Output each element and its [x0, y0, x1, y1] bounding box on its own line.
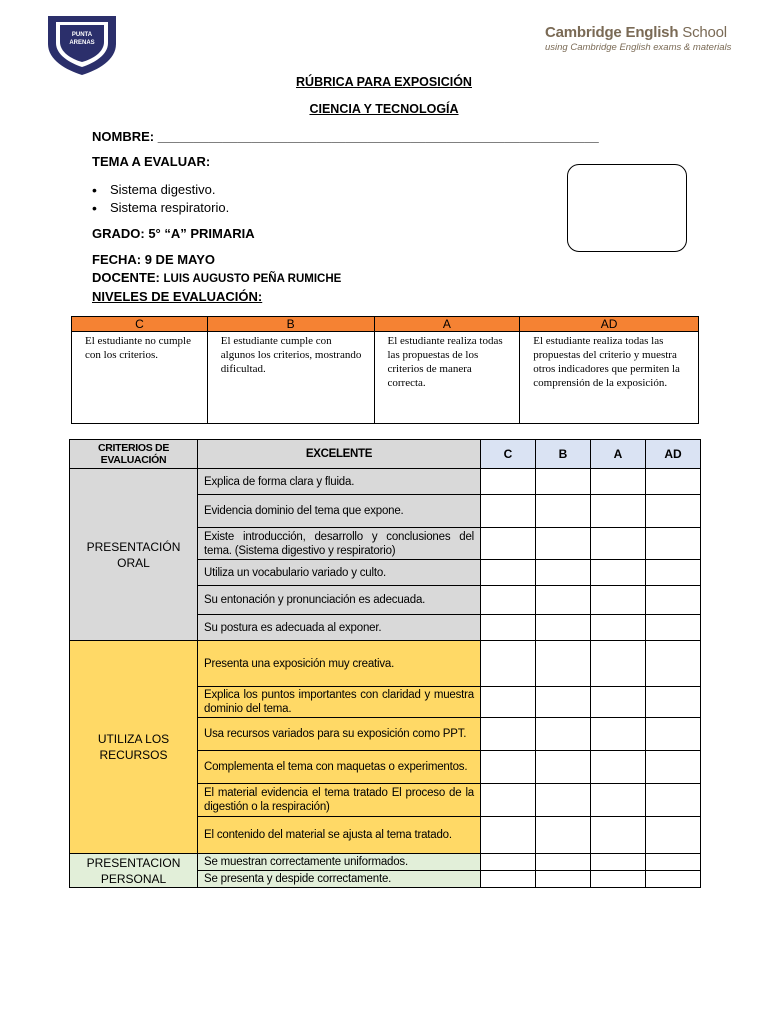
table-row	[70, 641, 701, 687]
score-cell[interactable]	[481, 586, 536, 615]
score-cell[interactable]	[591, 871, 646, 888]
score-cell[interactable]	[591, 469, 646, 495]
level-header: B	[536, 440, 591, 469]
level-header: A	[591, 440, 646, 469]
score-cell[interactable]	[591, 751, 646, 784]
level-code: A	[374, 317, 520, 332]
score-cell[interactable]	[591, 615, 646, 641]
score-cell[interactable]	[536, 784, 591, 817]
score-cell[interactable]	[646, 854, 701, 871]
score-cell[interactable]	[591, 817, 646, 854]
level-header: C	[481, 440, 536, 469]
criterion-cell: Usa recursos variados para su exposición como PPT.	[198, 718, 481, 751]
score-cell[interactable]	[481, 751, 536, 784]
criterion-cell: Su postura es adecuada al exponer.	[198, 615, 481, 641]
level-description: El estudiante no cumple con los criterios.	[72, 332, 208, 424]
score-cell[interactable]	[536, 641, 591, 687]
score-cell[interactable]	[536, 495, 591, 528]
nombre-field[interactable]: NOMBRE: _____________________________________________________________	[92, 129, 599, 144]
fecha-label: FECHA: 9 DE MAYO	[92, 252, 216, 267]
criterion-cell: Explica de forma clara y fluida.	[198, 469, 481, 495]
score-cell[interactable]	[646, 871, 701, 888]
score-cell[interactable]	[591, 495, 646, 528]
score-cell[interactable]	[591, 718, 646, 751]
shield-text-2: ARENAS	[69, 40, 95, 46]
score-cell[interactable]	[481, 469, 536, 495]
cambridge-logo	[545, 24, 745, 53]
docente-label	[92, 270, 341, 285]
score-cell[interactable]	[646, 560, 701, 586]
level-description: El estudiante realiza todas las propuestas de los criterios de manera correcta.	[374, 332, 520, 424]
score-cell[interactable]	[536, 560, 591, 586]
score-cell[interactable]	[646, 641, 701, 687]
list-item: • Sistema digestivo.	[92, 181, 229, 199]
score-cell[interactable]	[591, 641, 646, 687]
excelente-header: EXCELENTE	[198, 440, 481, 469]
page-title-text: RÚBRICA PARA EXPOSICIÓN	[296, 75, 472, 89]
score-cell[interactable]	[646, 528, 701, 560]
score-cell[interactable]	[591, 586, 646, 615]
score-cell[interactable]	[591, 687, 646, 718]
table-row	[70, 469, 701, 495]
page-subtitle-text: CIENCIA Y TECNOLOGÍA	[309, 102, 459, 116]
criterion-cell: Se presenta y despide correctamente.	[198, 871, 481, 888]
category-presentacion-oral: PRESENTACIÓN ORAL	[70, 469, 198, 641]
score-cell[interactable]	[536, 854, 591, 871]
docente-label-text: DOCENTE:	[92, 270, 164, 285]
logo-title-normal: School	[678, 24, 727, 41]
level-header: AD	[646, 440, 701, 469]
score-cell[interactable]	[481, 641, 536, 687]
score-cell[interactable]	[481, 560, 536, 586]
table-row	[70, 854, 701, 871]
score-cell[interactable]	[536, 718, 591, 751]
tema-label: TEMA A EVALUAR:	[92, 154, 211, 169]
criterion-cell: Presenta una exposición muy creativa.	[198, 641, 481, 687]
score-cell[interactable]	[481, 528, 536, 560]
score-cell[interactable]	[536, 871, 591, 888]
category-presentacion-personal: PRESENTACION PERSONAL	[70, 854, 198, 888]
level-code: C	[72, 317, 208, 332]
score-cell[interactable]	[646, 784, 701, 817]
score-cell[interactable]	[646, 751, 701, 784]
score-cell[interactable]	[481, 687, 536, 718]
criterion-cell: Su entonación y pronunciación es adecuada.	[198, 586, 481, 615]
score-cell[interactable]	[646, 495, 701, 528]
levels-desc-row	[72, 332, 699, 424]
score-cell[interactable]	[646, 687, 701, 718]
rubric-table	[69, 439, 701, 888]
level-description: El estudiante cumple con algunos los criterios, mostrando dificultad.	[207, 332, 374, 424]
score-cell[interactable]	[536, 528, 591, 560]
shield-text-1: PUNTA	[71, 32, 93, 38]
criterion-cell: Existe introducción, desarrollo y conclusiones del tema. (Sistema digestivo y respiratorio)	[198, 528, 481, 560]
score-cell[interactable]	[536, 751, 591, 784]
score-cell[interactable]	[481, 854, 536, 871]
score-cell[interactable]	[536, 817, 591, 854]
score-cell[interactable]	[536, 586, 591, 615]
grado-label: GRADO: 5° “A” PRIMARIA	[92, 226, 255, 241]
levels-header-row	[72, 317, 699, 332]
level-code: AD	[520, 317, 699, 332]
score-cell[interactable]	[481, 718, 536, 751]
criterion-cell: Complementa el tema con maquetas o experimentos.	[198, 751, 481, 784]
criterios-header: CRITERIOS DE EVALUACIÓN	[70, 440, 198, 469]
category-utiliza-recursos: UTILIZA LOS RECURSOS	[70, 641, 198, 854]
score-cell[interactable]	[646, 718, 701, 751]
score-cell[interactable]	[536, 469, 591, 495]
level-description: El estudiante realiza todas las propuestas del criterio y muestra otros indicadores que permiten la comprensión de la exposición.	[520, 332, 699, 424]
score-cell[interactable]	[481, 871, 536, 888]
score-cell[interactable]	[646, 586, 701, 615]
criterion-cell: El material evidencia el tema tratado El proceso de la digestión o la respiración)	[198, 784, 481, 817]
score-cell[interactable]	[591, 784, 646, 817]
list-item: • Sistema respiratorio.	[92, 199, 229, 217]
criterion-cell: Se muestran correctamente uniformados.	[198, 854, 481, 871]
niveles-label: NIVELES DE EVALUACIÓN:	[92, 289, 263, 304]
criterion-cell: Explica los puntos importantes con claridad y muestra dominio del tema.	[198, 687, 481, 718]
grade-box[interactable]	[567, 164, 687, 252]
score-cell[interactable]	[646, 469, 701, 495]
logo-subtitle: using Cambridge English exams & materials	[545, 42, 732, 53]
score-cell[interactable]	[646, 615, 701, 641]
levels-table	[71, 316, 699, 424]
score-cell[interactable]	[646, 817, 701, 854]
score-cell[interactable]	[481, 784, 536, 817]
criterion-cell: Evidencia dominio del tema que expone.	[198, 495, 481, 528]
logo-title-bold: Cambridge English	[545, 24, 679, 41]
score-cell[interactable]	[591, 854, 646, 871]
level-code: B	[207, 317, 374, 332]
criterion-cell: Utiliza un vocabulario variado y culto.	[198, 560, 481, 586]
criterion-cell: El contenido del material se ajusta al tema tratado.	[198, 817, 481, 854]
page-subtitle	[0, 102, 768, 116]
score-cell[interactable]	[481, 817, 536, 854]
score-cell[interactable]	[536, 687, 591, 718]
rubric-header-row	[70, 440, 701, 469]
docente-name: LUIS AUGUSTO PEÑA RUMICHE	[163, 273, 342, 285]
school-shield-logo	[46, 14, 118, 76]
score-cell[interactable]	[536, 615, 591, 641]
score-cell[interactable]	[591, 528, 646, 560]
score-cell[interactable]	[591, 560, 646, 586]
tema-list	[92, 181, 229, 217]
score-cell[interactable]	[481, 495, 536, 528]
score-cell[interactable]	[481, 615, 536, 641]
page-title	[0, 75, 768, 89]
